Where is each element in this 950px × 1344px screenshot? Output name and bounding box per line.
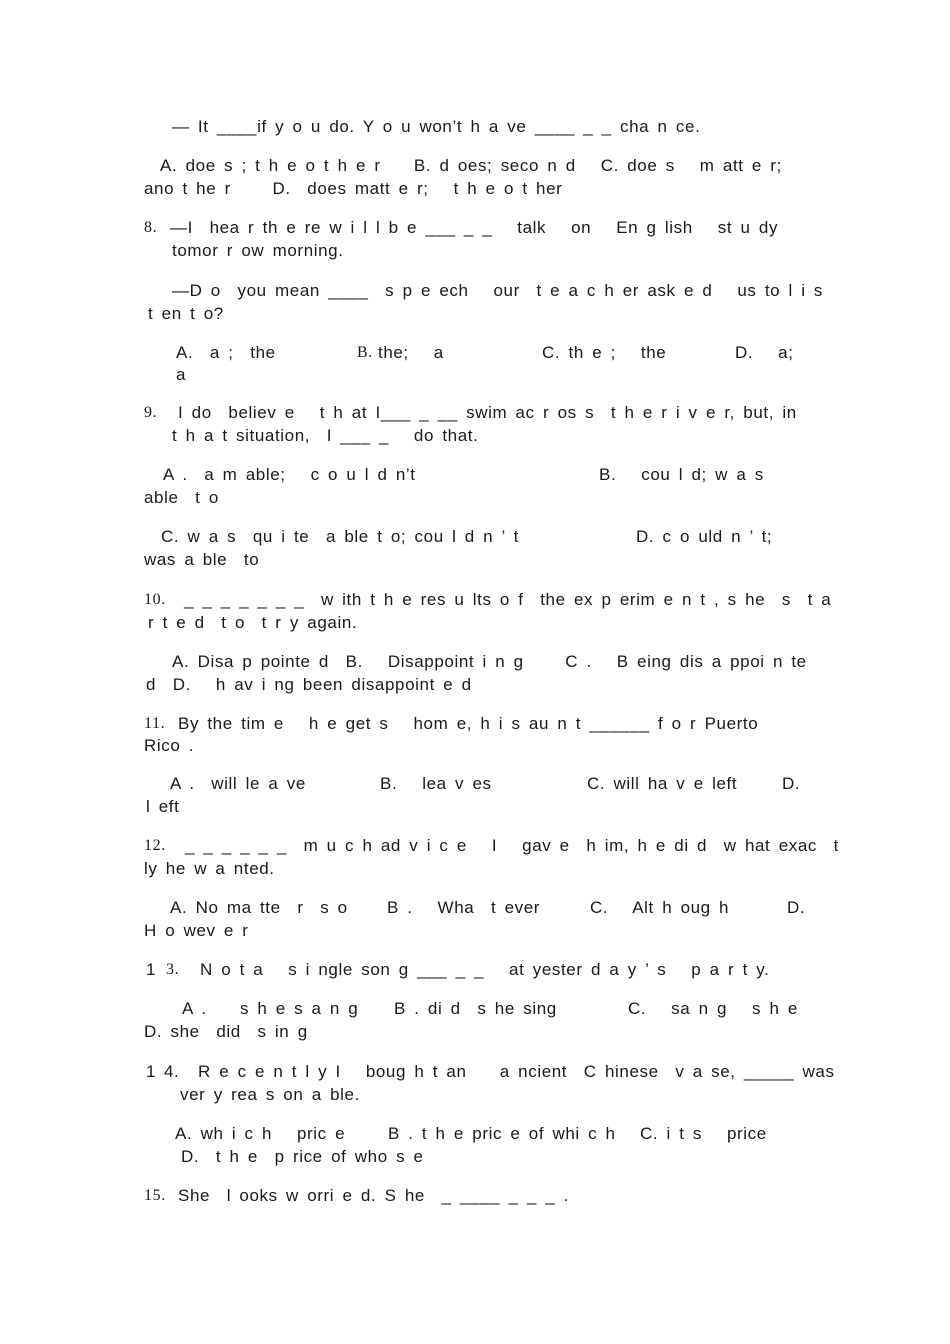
q7-options-line2: ano t he r D. does matt e r; t h e o t her [144,179,563,198]
q14-number-digit: 1 [146,1062,157,1081]
q12-option-a: A. No ma tte r s o [170,898,348,917]
q12-stem-line2: ly he w a nted. [144,859,275,878]
q9-option-d-wrap: was a ble to [144,550,260,569]
q8-option-d: D. a; [735,343,794,362]
q8-option-c: C. th e ; the [542,343,667,362]
q10-options-line1: A. Disa p pointe d B. Disappoint i n g C . B eing dis a ppoi n te [172,652,807,671]
q14-option-c: C. i t s price [640,1124,767,1143]
q15-number: 15. [144,1187,166,1204]
q11-stem-line2: Rico . [144,736,195,755]
q12-option-d-wrap: H o wev e r [144,921,249,940]
q13-option-c: C. sa n g s h e [628,999,798,1018]
q9-option-b: B. cou l d; w a s [599,465,764,484]
q11-option-b: B. lea v es [380,774,492,793]
q11-option-d: D. [782,774,801,793]
q8-number: 8. [144,219,158,236]
q10-number: 10. [144,591,166,608]
q13-option-b: B . di d s he sing [394,999,557,1018]
q11-option-d-wrap: l eft [146,797,180,816]
q12-option-d: D. [787,898,806,917]
q13-option-d: D. she did s in g [144,1022,308,1041]
q7-options-line1: A. doe s ; t h e o t h e r B. d oes; seco n d C. doe s m att e r; [160,156,782,175]
q8-option-b-letter: B. [357,344,373,361]
q8-option-a: A. a ; the [176,343,276,362]
q9-option-c: C. w a s qu i te a ble t o; cou l d n ’ t [161,527,519,546]
q14-stem-line2: ver y rea s on a ble. [180,1085,360,1104]
q9-option-b-wrap: able t o [144,488,219,507]
q8-stem-line2: tomor r ow morning. [172,241,344,260]
q13-stem: N o t a s i ngle son g ___ _ _ at yester d a y ’ s p a r t y. [200,960,770,979]
q14-option-a: A. wh i c h pric e [175,1124,346,1143]
q12-option-c: C. Alt h oug h [590,898,730,917]
q11-option-a: A . will le a ve [170,774,306,793]
q11-stem-line1: By the tim e h e get s hom e, h i s au n t ______ f o r Puerto [178,714,759,733]
q14-option-d: D. t h e p rice of who s e [181,1147,424,1166]
q9-option-d: D. c o uld n ’ t; [636,527,773,546]
q9-stem-line2: t h a t situation, I ___ _ do that. [172,426,479,445]
q8-option-b: the; a [378,343,444,362]
q12-stem-line1: _ _ _ _ _ _ m u c h ad v i c e I gav e h im, h e di d w hat exac t [185,836,839,855]
q8-option-d-wrap: a [176,365,187,384]
q8-stem-line1: —I hea r th e re w i l l b e ___ _ _ talk on En g lish st u dy [170,218,779,237]
q11-option-c: C. will ha v e left [587,774,738,793]
q12-number: 12. [144,837,166,854]
q13-number: 3. [166,961,180,978]
q9-stem-line1: I do believ e t h at I___ _ __ swim ac r os s t h e r i v e r, but, in [178,403,797,422]
q8-reply-line1: —D o you mean ____ s p e ech our t e a c h er ask e d us to l i s [172,281,824,300]
q8-reply-line2: t en t o? [148,304,224,323]
q14-number: 4. [164,1062,180,1081]
q9-number: 9. [144,404,158,421]
q10-stem-line2: r t e d t o t r y again. [148,613,358,632]
q15-stem: She l ooks w orri e d. S he _ ____ _ _ _ . [178,1186,569,1205]
q13-option-a: A . s h e s a n g [182,999,359,1018]
q10-stem-line1: _ _ _ _ _ _ _ w ith t h e res u lts o f the ex p erim e n t , s he s t a [184,590,832,609]
q11-number: 11. [144,715,166,732]
q14-option-b: B . t h e pric e of whi c h [388,1124,616,1143]
q10-options-line2: d D. h av i ng been disappoint e d [146,675,472,694]
q14-stem-line1: R e c e n t l y I boug h t an a ncient C hinese v a se, _____ was [198,1062,835,1081]
q12-option-b: B . Wha t ever [387,898,541,917]
q7-reply-line: — It ____if y o u do. Y o u won’t h a ve ____ _ _ cha n ce. [172,117,701,136]
q9-option-a: A . a m able; c o u l d n’t [163,465,416,484]
q13-number-digit: 1 [146,960,157,979]
